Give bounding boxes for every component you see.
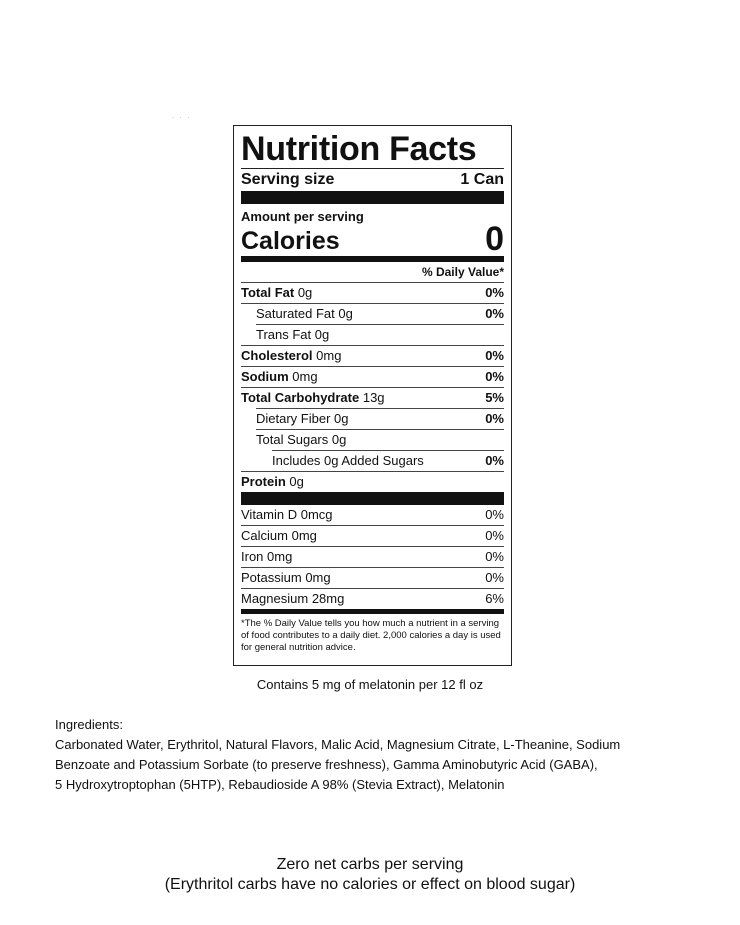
ingredients-line: 5 Hydroxytroptophan (5HTP), Rebaudioside A 98% (Stevia Extract), Melatonin [55, 777, 505, 792]
nutrient-row: Saturated Fat 0g 0% [256, 306, 504, 321]
stray-marks: · · · [172, 115, 192, 121]
nutrition-facts-label [233, 125, 512, 666]
ingredients-line: Carbonated Water, Erythritol, Natural Flavors, Malic Acid, Magnesium Citrate, L-Theanine, Sodium [55, 737, 621, 752]
nutrient-row: Dietary Fiber 0g 0% [256, 411, 504, 426]
serving-size-row [241, 169, 504, 191]
label-title: Nutrition Facts [241, 130, 477, 168]
footer-line: (Erythritol carbs have no calories or effect on blood sugar) [164, 876, 576, 893]
serving-size-value: 1 Can [460, 171, 504, 188]
vitamin-row: Iron 0mg 0% [241, 549, 504, 564]
calories-label: Calories [241, 227, 340, 255]
nutrient-row: Cholesterol 0mg 0% [241, 348, 504, 363]
melatonin-note: Contains 5 mg of melatonin per 12 fl oz [256, 677, 484, 692]
nutrient-row: Sodium 0mg 0% [241, 369, 504, 384]
amount-per-serving: Amount per serving [241, 209, 364, 224]
footer-line: Zero net carbs per serving [276, 856, 464, 873]
daily-value-header: % Daily Value* [421, 265, 504, 279]
vitamin-row: Calcium 0mg 0% [241, 528, 504, 543]
ingredients-heading: Ingredients: [55, 717, 123, 732]
nutrient-row: Includes 0g Added Sugars 0% [272, 453, 504, 468]
vitamin-row: Magnesium 28mg 6% [241, 591, 504, 606]
serving-size-label: Serving size [241, 171, 335, 188]
calories-row [241, 220, 504, 258]
ingredients-line: Benzoate and Potassium Sorbate (to preserve freshness), Gamma Aminobutyric Acid (GABA), [55, 757, 598, 772]
calories-value: 0 [485, 220, 504, 258]
vitamin-row: Potassium 0mg 0% [241, 570, 504, 585]
divider-bar [241, 492, 504, 505]
nutrient-row: Total Carbohydrate 13g 5% [241, 390, 504, 405]
ingredients-section [55, 715, 695, 795]
daily-value-footnote: *The % Daily Value tells you how much a nutrient in a serving of food contributes to a daily diet. 2,000 calories a day is used for general nutrition advice. [241, 618, 501, 653]
footer-note [0, 855, 740, 895]
nutrient-row: Protein 0g [241, 474, 304, 489]
nutrient-row: Total Fat 0g 0% [241, 285, 504, 300]
divider-bar [241, 191, 504, 204]
nutrient-row: Trans Fat 0g [256, 327, 330, 342]
nutrient-row: Total Sugars 0g [256, 432, 347, 447]
vitamin-row: Vitamin D 0mcg 0% [241, 507, 504, 522]
divider-mid [241, 609, 504, 614]
